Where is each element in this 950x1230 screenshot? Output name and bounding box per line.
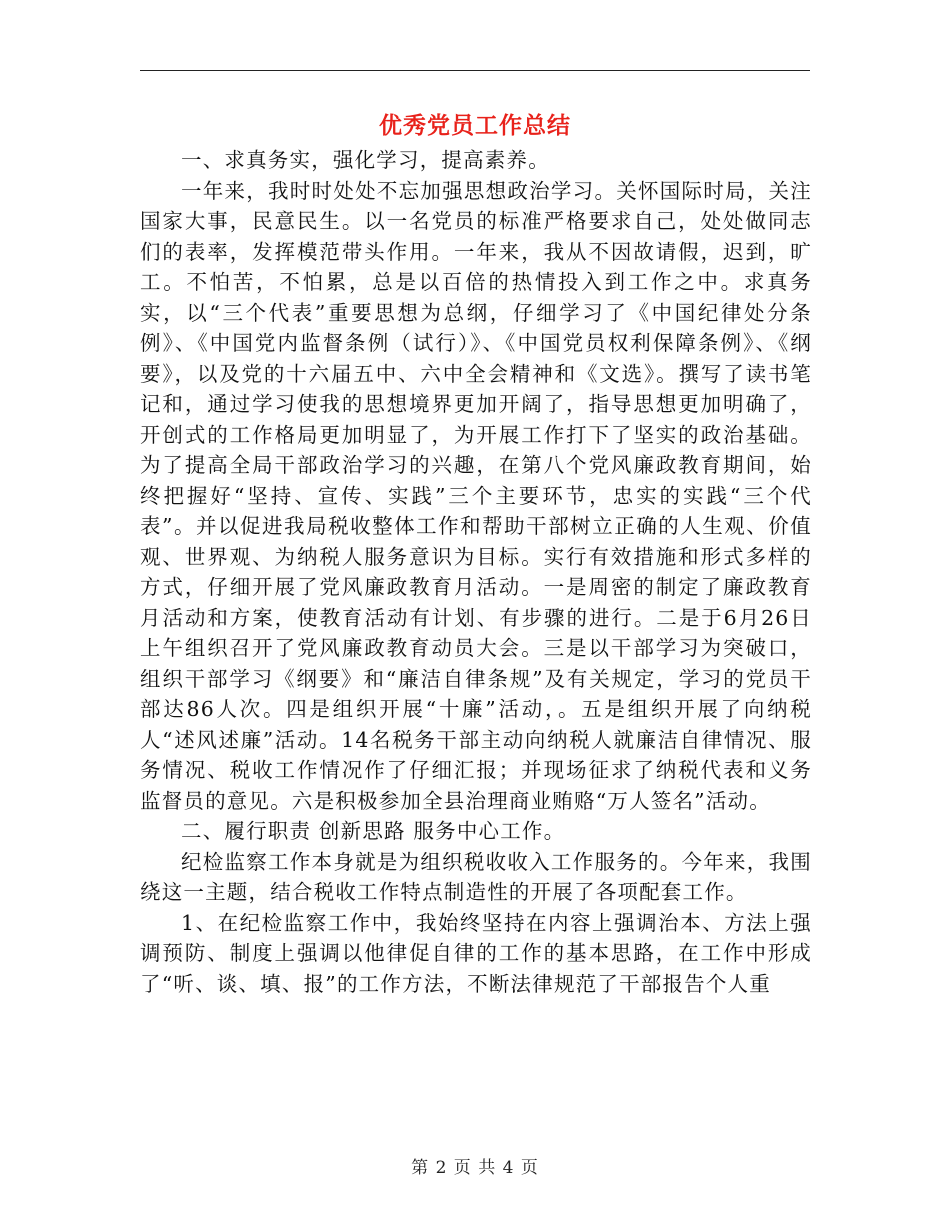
header-rule bbox=[140, 70, 810, 71]
page-footer: 第 2 页 共 4 页 bbox=[411, 1158, 539, 1178]
paragraph-inspection: 纪检监察工作本身就是为组织税收收入工作服务的。今年来，我围绕这一主题，结合税收工作特点制造性的开展了各项配套工作。 bbox=[140, 849, 812, 904]
document-title: 优秀党员工作总结 bbox=[379, 112, 571, 139]
paragraph-study: 一年来，我时时处处不忘加强思想政治学习。关怀国际时局，关注国家大事，民意民生。以一名党员的标准严格要求自己，处处做同志们的表率，发挥模范带头作用。一年来，我从不因故请假，迟到，旷工。不怕苦，不怕累，总是以百倍的热情投入到工作之中。求真务实，以“三个代表”重要思想为总纲，仔细学习了《中国纪律处分条例》、《中国党内监督条例（试行）》、《中国党员权利保障条例》、《纲要》，以及党的十六届五中、六中全会精神和《文选》。撰写了读书笔记和，通过学习使我的思想境界更加开阔了，指导思想更加明确了，开创式的工作格局更加明显了，为开展工作打下了坚实的政治基础。为了提高全局干部政治学习的兴趣，在第八个党风廉政教育期间，始终把握好“坚持、宣传、实践”三个主要环节，忠实的实践“三个代表”。并以促进我局税收整体工作和帮助干部树立正确的人生观、价值观、世界观、为纳税人服务意识为目标。实行有效措施和形式多样的方式，仔细开展了党风廉政教育月活动。一是周密的制定了廉政教育月活动和方案，使教育活动有计划、有步骤的进行。二是于6月26日上午组织召开了党风廉政教育动员大会。三是以干部学习为突破口，组织干部学习《纲要》和“廉洁自律条规”及有关规定，学习的党员干部达86人次。四是组织开展“十廉”活动，。五是组织开展了向纳税人“述风述廉”活动。14名税务干部主动向纳税人就廉洁自律情况、服务情况、税收工作情况作了仔细汇报；并现场征求了纳税代表和义务监督员的意见。六是积极参加全县治理商业贿赂“万人签名”活动。 bbox=[140, 178, 812, 813]
document-body bbox=[140, 145, 812, 999]
section-heading-2: 二、履行职责 创新思路 服务中心工作。 bbox=[181, 819, 566, 843]
paragraph-item-1: 1、在纪检监察工作中，我始终坚持在内容上强调治本、方法上强调预防、制度上强调以他律促自律的工作的基本思路，在工作中形成了“听、谈、填、报”的工作方法，不断法律规范了干部报告个人重 bbox=[140, 910, 812, 996]
section-heading-1: 一、求真务实，强化学习，提高素养。 bbox=[181, 148, 550, 172]
